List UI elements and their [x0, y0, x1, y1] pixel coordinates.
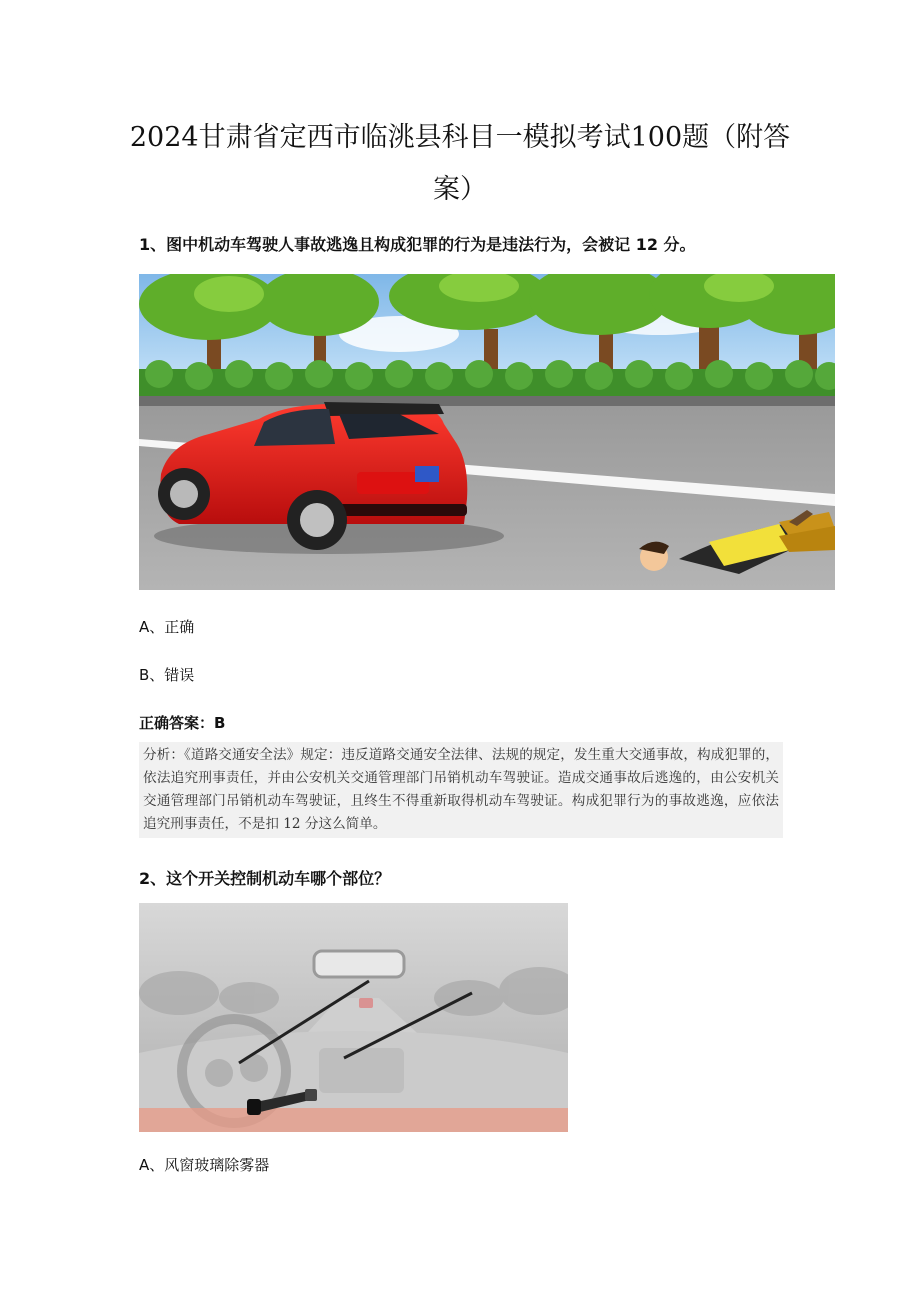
question-2-illustration: [139, 903, 568, 1132]
question-1-answer: 正确答案：B: [139, 714, 226, 732]
question-2-option-a: A、风窗玻璃除雾器: [139, 1156, 270, 1174]
question-2-text: 2、这个开关控制机动车哪个部位？: [139, 869, 391, 888]
question-1-option-b: B、错误: [139, 666, 195, 684]
question-1-text: 1、图中机动车驾驶人事故逃逸且构成犯罪的行为是违法行为，会被记 12 分。: [139, 235, 696, 254]
question-1-analysis: 分析：《道路交通安全法》规定：违反道路交通安全法律、法规的规定，发生重大交通事故，构成犯罪的，依法追究刑事责任，并由公安机关交通管理部门吊销机动车驾驶证。造成交通事故后逃逸的，由公安机关交通管理部门吊销机动车驾驶证，且终生不得重新取得机动车驾驶证。构成犯罪行为的事故逃逸，应依法追究刑事责任，不是扣 12 分这么简单。: [139, 742, 783, 838]
question-1-illustration: [139, 274, 835, 590]
question-1-option-a: A、正确: [139, 618, 195, 636]
document-title: 2024甘肃省定西市临洮县科目一模拟考试100题（附答案）: [129, 122, 791, 205]
